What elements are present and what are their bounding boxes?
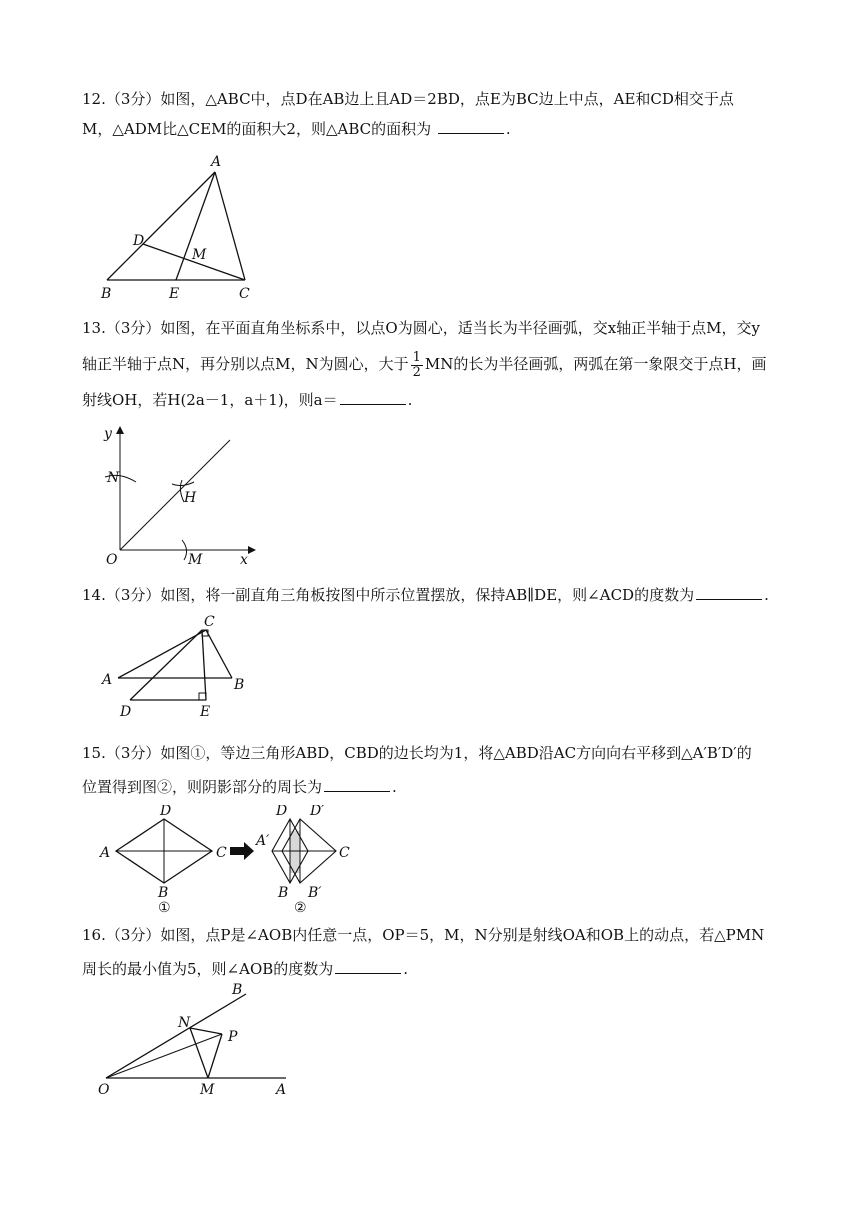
q12-label-e: E [169,286,180,302]
q16-angle-figure [96,980,296,1100]
q13-label-m: M [188,552,203,567]
q13-period: . [407,391,413,409]
q14-answer-blank[interactable] [696,585,762,600]
q15-line2 [82,770,822,804]
q13-frac-num: 1 [412,349,421,365]
q13-label-n: N [107,470,120,486]
q14-label-d: D [120,704,132,720]
q15-label-b: B [158,885,169,901]
q13-answer-blank[interactable] [340,390,406,405]
q15-period: . [392,778,397,796]
q14-period: . [764,586,769,604]
q13-fraction [411,351,423,380]
q15-label-c: C [216,845,227,861]
q15-label-d-prime: D′ [310,805,325,819]
q12-line1: 12.（3分）如图，△ABC中，点D在AB边上且AD＝2BD，点E为BC边上中点，AE和CD相交于点 [82,90,734,108]
q12-label-d: D [133,233,145,249]
q15-label-b-prime: B′ [308,885,322,901]
q13-label-o: O [106,552,118,567]
q12-label-m: M [192,247,207,263]
q13-line1: 13.（3分）如图，在平面直角坐标系中，以点O为圆心，适当长为半径画弧，交x轴正半轴于点M，交y [82,319,760,337]
q15-label-d: D [160,805,172,819]
q13-line2-a: 轴正半轴于点N，再分别以点M，N为圆心，大于 [82,355,409,373]
q15-label-c-fig2: C [339,845,350,861]
q12-period: . [505,120,511,138]
q12-line2-text: M，△ADM比△CEM的面积大2，则△ABC的面积为 [82,120,432,138]
q13-coordinate-figure [100,422,260,567]
question-13 [82,310,822,418]
q13-label-x: x [240,552,248,567]
q12-triangle-figure [95,150,265,305]
question-12 [82,84,822,144]
q12-answer-blank[interactable] [438,119,504,134]
q14-label-b: B [234,677,245,693]
q13-label-y: y [104,426,112,442]
q16-label-a: A [276,1082,287,1098]
q14-label-a: A [102,672,113,688]
q14-line1-text: 14.（3分）如图，将一副直角三角板按图中所示位置摆放，保持AB∥DE，则∠ACD的度数为 [82,586,695,604]
q12-label-c: C [239,286,250,302]
q14-line1 [82,580,822,610]
q16-line1: 16.（3分）如图，点P是∠AOB内任意一点，OP＝5，M，N分别是射线OA和OB上的动点，若△PMN [82,926,765,944]
q15-answer-blank[interactable] [324,777,390,792]
q13-line3 [82,382,822,418]
q16-period: . [403,960,409,978]
q15-label-b-fig2: B [278,885,289,901]
q15-rhombus-figure [96,805,366,917]
question-16 [82,918,822,986]
q15-fig2-label: ② [294,900,307,916]
q15-label-a: A [100,845,111,861]
question-14 [82,580,822,610]
q13-line2-b: MN的长为半径画弧，两弧在第一象限交于点H，画 [424,355,767,373]
q14-set-squares-figure [96,612,256,722]
q16-label-m: M [200,1082,215,1098]
q12-label-a: A [211,154,222,170]
q15-arrow-icon [230,842,254,860]
q16-label-b: B [232,982,243,998]
q16-line2-text: 周长的最小值为5，则∠AOB的度数为 [82,960,334,978]
q15-line1: 15.（3分）如图①，等边三角形ABD，CBD的边长均为1，将△ABD沿AC方向向右平移到△A′B′D′的 [82,744,752,762]
q12-label-b: B [101,286,112,302]
q13-line3-a: 射线OH，若H(2a－1，a＋1)，则a＝ [82,391,338,409]
question-15 [82,736,822,804]
q12-line2 [82,114,822,144]
q14-label-e: E [200,704,211,720]
q16-label-n: N [178,1015,191,1031]
q14-label-c: C [204,614,215,630]
q13-frac-den: 2 [412,364,421,380]
q13-line2 [82,346,822,382]
q15-label-d-fig2: D [276,805,288,819]
q16-answer-blank[interactable] [335,959,401,974]
q16-label-o: O [98,1082,110,1098]
q15-fig1-label: ① [158,900,171,916]
q16-label-p: P [228,1029,238,1045]
q13-label-h: H [184,490,197,506]
q15-label-a-prime: A′ [256,833,270,849]
q15-line2-text: 位置得到图②，则阴影部分的周长为 [82,778,323,796]
